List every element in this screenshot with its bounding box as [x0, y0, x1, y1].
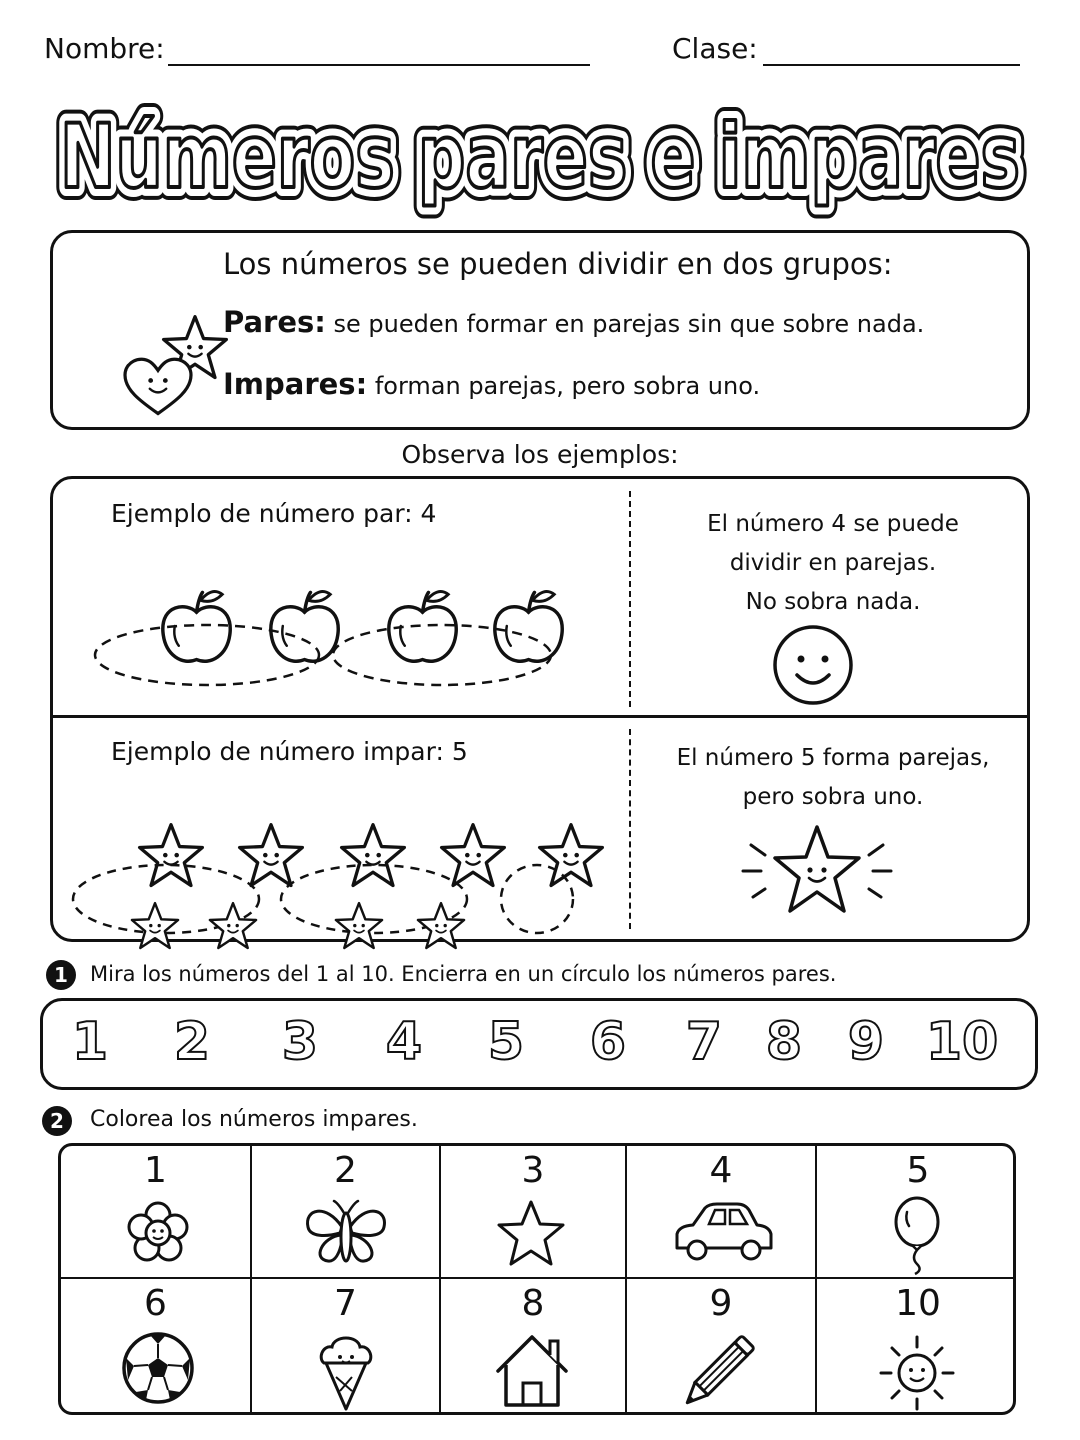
odd-explanation: [633, 739, 1033, 817]
grid-cell[interactable]: [817, 1146, 1016, 1279]
page-title: [40, 92, 1040, 222]
star-icon: [177, 871, 233, 927]
number-option[interactable]: 7: [685, 1012, 723, 1072]
apple-icon: [117, 541, 197, 625]
even-definition: [223, 305, 924, 339]
intro-lead: Los números se pueden dividir en dos grupos:: [223, 247, 893, 281]
cell-number: 6: [144, 1283, 167, 1324]
number-option[interactable]: 4: [385, 1012, 423, 1072]
star-icon: [495, 1198, 567, 1270]
star-icon: [397, 781, 473, 857]
apple-icon: [225, 541, 305, 625]
number-option[interactable]: 6: [589, 1012, 627, 1072]
star-smiley-icon: [119, 273, 195, 349]
pair-oval: [329, 621, 555, 689]
cell-number: 1: [144, 1150, 167, 1191]
number-option[interactable]: 1: [71, 1012, 109, 1072]
explain-line: dividir en parejas.: [729, 550, 937, 576]
grid-cell[interactable]: [817, 1279, 1016, 1415]
car-icon: [673, 1204, 773, 1264]
pencil-icon: [679, 1335, 755, 1411]
heart-smiley-icon: [121, 353, 195, 419]
exercise-1-instruction: Mira los números del 1 al 10. Encierra en un círculo los números pares.: [90, 962, 837, 986]
star-icon: [95, 781, 171, 857]
number-option[interactable]: 9: [847, 1012, 885, 1072]
dashed-divider: [629, 491, 631, 707]
cell-number: 2: [334, 1150, 357, 1191]
ice-cream-icon: [316, 1331, 376, 1413]
name-label: Nombre:: [44, 32, 165, 65]
odd-definition: [223, 367, 760, 401]
page-title-text: Números pares e impares: [60, 105, 1020, 208]
odd-term: Impares:: [223, 367, 368, 401]
examples-divider: [53, 715, 1027, 718]
dashed-divider: [629, 729, 631, 929]
apple-icon: [449, 541, 529, 625]
cell-number: 7: [334, 1283, 357, 1324]
odd-def: forman parejas, pero sobra uno.: [374, 372, 761, 400]
cell-number: 3: [521, 1150, 545, 1191]
svg-text:Números pares e impares: Números pares e impares: [60, 105, 1020, 208]
grid-cell[interactable]: [441, 1279, 627, 1415]
cell-number: 9: [709, 1283, 733, 1324]
grid-cell[interactable]: [252, 1146, 441, 1279]
cell-number: 4: [709, 1150, 733, 1191]
even-def: se pueden formar en parejas sin que sobre nada.: [333, 310, 925, 338]
number-option[interactable]: 3: [281, 1012, 319, 1072]
number-option[interactable]: 2: [173, 1012, 211, 1072]
even-explanation: [633, 505, 1033, 622]
odd-example-label: Ejemplo de número impar: 5: [111, 737, 468, 766]
house-icon: [495, 1331, 569, 1409]
exercise-1-badge: 1: [46, 960, 76, 990]
explain-line: pero sobra uno.: [742, 784, 924, 810]
flower-icon: [123, 1198, 193, 1268]
star-icon: [385, 871, 441, 927]
grid-cell[interactable]: [627, 1279, 817, 1415]
number-option[interactable]: 5: [487, 1012, 525, 1072]
grid-cell[interactable]: [627, 1146, 817, 1279]
sun-icon: [875, 1331, 959, 1415]
star-icon: [297, 781, 373, 857]
exercise-2-instruction: Colorea los números impares.: [90, 1107, 418, 1132]
examples-box: [50, 476, 1030, 942]
star-icon: [495, 781, 571, 857]
star-icon: [99, 871, 155, 927]
star-icon: [303, 871, 359, 927]
butterfly-icon: [304, 1198, 388, 1268]
intro-box: [50, 230, 1030, 430]
number-option[interactable]: 10: [925, 1012, 999, 1072]
shining-star-icon: [739, 823, 895, 919]
coloring-grid: [58, 1143, 1016, 1415]
smiley-face-icon: [771, 623, 855, 707]
grid-cell[interactable]: [441, 1146, 627, 1279]
cell-number: 10: [895, 1283, 941, 1324]
cell-number: 5: [906, 1150, 930, 1191]
balloon-icon: [891, 1196, 943, 1274]
even-example-label: Ejemplo de número par: 4: [111, 499, 437, 528]
grid-cell[interactable]: [61, 1279, 252, 1415]
name-field[interactable]: [168, 64, 590, 66]
even-term: Pares:: [223, 305, 326, 339]
pair-oval: [91, 621, 323, 689]
cell-number: 8: [521, 1283, 545, 1324]
explain-line: El número 4 se puede: [707, 511, 959, 537]
explain-line: El número 5 forma parejas,: [676, 745, 990, 771]
exercise-2-badge: 2: [42, 1106, 72, 1136]
class-label: Clase:: [672, 32, 758, 65]
explain-line: No sobra nada.: [745, 589, 921, 615]
svg-text:Números pares e impares: Números pares e impares: [60, 105, 1020, 208]
grid-cell[interactable]: [252, 1279, 441, 1415]
class-field[interactable]: [763, 64, 1020, 66]
grid-cell[interactable]: [61, 1146, 252, 1279]
apple-icon: [343, 541, 423, 625]
star-icon: [195, 781, 271, 857]
number-option[interactable]: 8: [765, 1012, 803, 1072]
soccer-ball-icon: [121, 1331, 195, 1405]
examples-heading: Observa los ejemplos:: [401, 440, 679, 469]
leftover-oval: [497, 861, 577, 937]
